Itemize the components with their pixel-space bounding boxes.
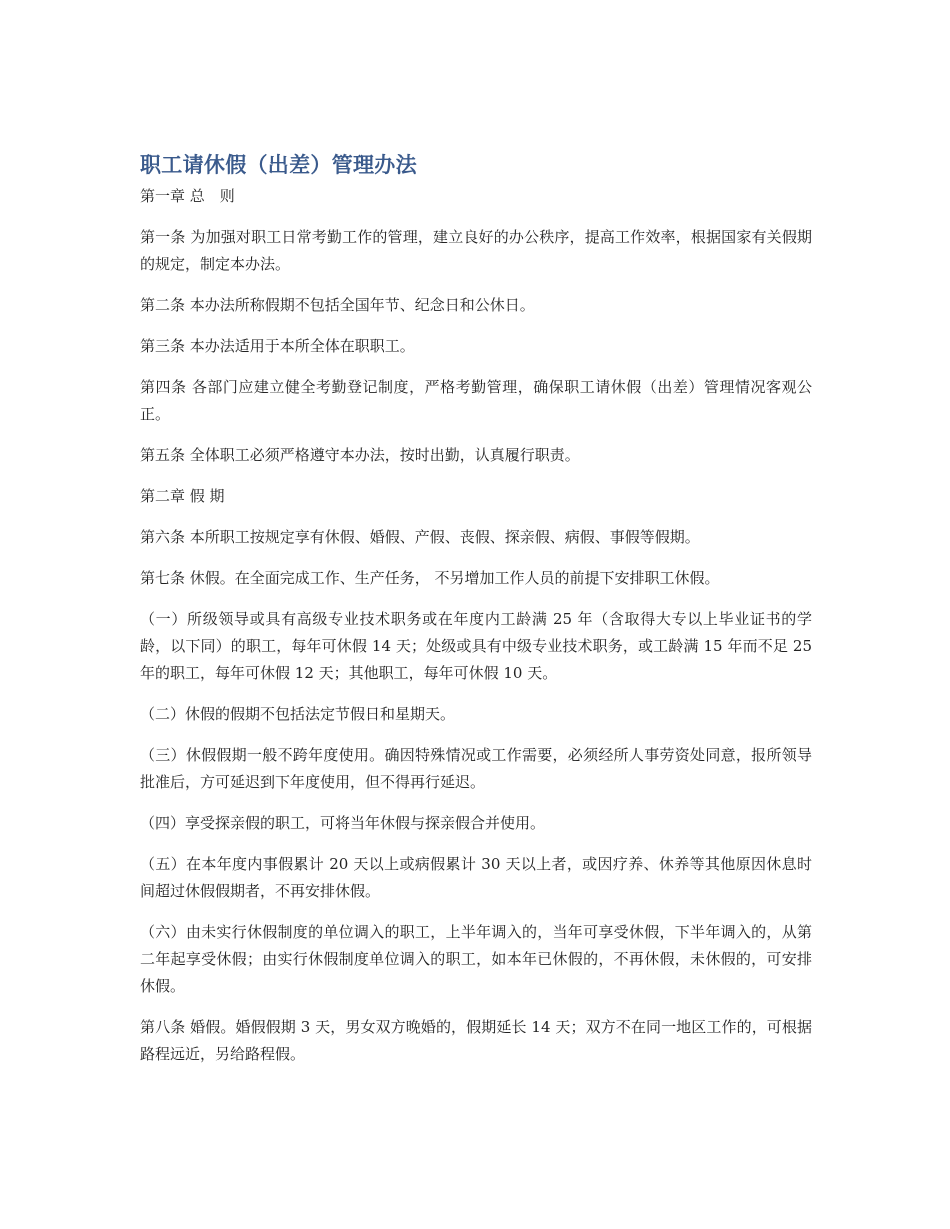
clause-2: （二）休假的假期不包括法定节假日和星期天。 <box>140 705 456 723</box>
chapter-heading: 第二章 假 期 <box>140 487 225 505</box>
article-4: 第四条 各部门应建立健全考勤登记制度，严格考勤管理，确保职工请休假（出差）管理情况客观公正。 <box>140 378 812 423</box>
document-title: 职工请休假（出差）管理办法 <box>140 153 417 177</box>
clause-1: （一）所级领导或具有高级专业技术职务或在年度内工龄满 25 年（含取得大专以上毕业证书的学龄，以下同）的职工，每年可休假 14 天；处级或具有中级专业技术职务，或工龄满 15 年而不足 25 年的职工，每年可休假 12 天；其他职工，每年可休假 10 天。 <box>140 610 812 682</box>
article-3: 第三条 本办法适用于本所全体在职职工。 <box>140 337 415 355</box>
clause-3: （三）休假假期一般不跨年度使用。确因特殊情况或工作需要，必须经所人事劳资处同意，报所领导批准后，方可延迟到下年度使用，但不得再行延迟。 <box>140 746 812 791</box>
clause-5: （五）在本年度内事假累计 20 天以上或病假累计 30 天以上者，或因疗养、休养等其他原因休息时间超过休假假期者，不再安排休假。 <box>140 855 812 900</box>
clause-6: （六）由未实行休假制度的单位调入的职工，上半年调入的，当年可享受休假，下半年调入的，从第二年起享受休假；由实行休假制度单位调入的职工，如本年已休假的，不再休假，未休假的，可安排休假。 <box>140 923 812 995</box>
clause-4: （四）享受探亲假的职工，可将当年休假与探亲假合并使用。 <box>140 814 546 832</box>
document-page <box>140 150 812 1068</box>
chapter-heading: 第一章 总 则 <box>140 187 235 205</box>
article-1: 第一条 为加强对职工日常考勤工作的管理，建立良好的办公秩序，提高工作效率，根据国家有关假期的规定，制定本办法。 <box>140 228 812 273</box>
article-8: 第八条 婚假。婚假假期 3 天，男女双方晚婚的，假期延长 14 天；双方不在同一地区工作的，可根据路程远近，另给路程假。 <box>140 1018 812 1063</box>
article-7: 第七条 休假。在全面完成工作、生产任务， 不另增加工作人员的前提下安排职工休假。 <box>140 569 720 587</box>
article-5: 第五条 全体职工必须严格遵守本办法，按时出勤，认真履行职责。 <box>140 446 580 464</box>
article-6: 第六条 本所职工按规定享有休假、婚假、产假、丧假、探亲假、病假、事假等假期。 <box>140 528 700 546</box>
article-2: 第二条 本办法所称假期不包括全国年节、纪念日和公休日。 <box>140 296 535 314</box>
